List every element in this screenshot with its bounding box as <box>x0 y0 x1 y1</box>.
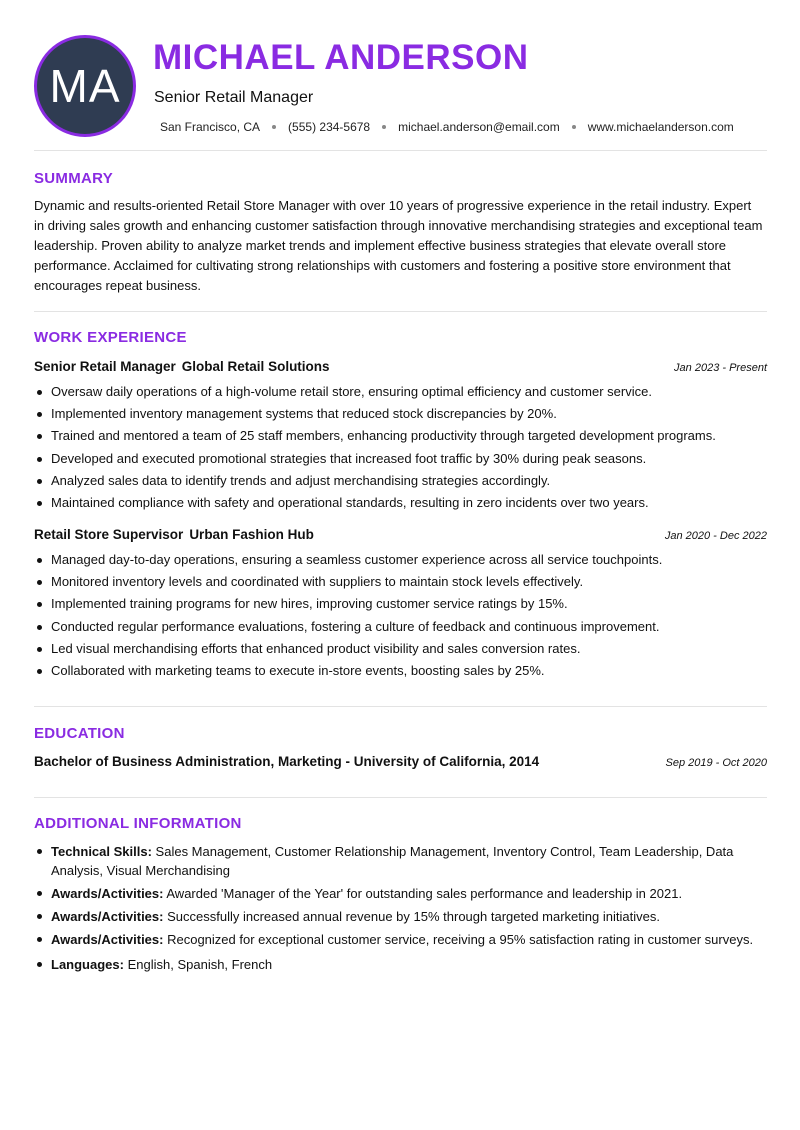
list-item: Led visual merchandising efforts that enhanced product visibility and sales conversion rates. <box>34 638 767 660</box>
list-item: Developed and executed promotional strategies that increased foot traffic by 30% during peak seasons. <box>34 448 767 470</box>
job-header <box>34 358 767 376</box>
list-item: Managed day-to-day operations, ensuring a seamless customer experience across all service touchpoints. <box>34 549 767 571</box>
education-dates: Sep 2019 - Oct 2020 <box>665 757 767 769</box>
job-header <box>34 526 767 544</box>
additional-info-list <box>34 842 767 978</box>
list-item: Maintained compliance with safety and operational standards, resulting in zero incidents over two years. <box>34 492 767 514</box>
item-text: Sales Management, Customer Relationship Management, Inventory Control, Team Leadership, Data Analysis, Visual Merchandising <box>51 844 734 878</box>
list-item <box>34 842 767 880</box>
job-bullets <box>34 381 767 514</box>
list-item: Collaborated with marketing teams to execute in-store events, boosting sales by 25%. <box>34 660 767 682</box>
section-divider <box>34 797 767 798</box>
item-label: Awards/Activities: <box>51 909 164 924</box>
item-text: Awarded 'Manager of the Year' for outstanding sales performance and leadership in 2021. <box>166 886 683 901</box>
contact-location: San Francisco, CA <box>160 120 261 134</box>
item-text: Successfully increased annual revenue by 15% through targeted marketing initiatives. <box>167 909 660 924</box>
job-bullets <box>34 549 767 682</box>
list-item <box>34 884 767 903</box>
list-item <box>34 907 767 926</box>
list-item: Implemented inventory management systems that reduced stock discrepancies by 20%. <box>34 403 767 425</box>
section-divider <box>34 706 767 707</box>
list-item: Trained and mentored a team of 25 staff members, enhancing productivity through targeted development programs. <box>34 425 767 447</box>
section-divider <box>34 150 767 151</box>
job-company: Global Retail Solutions <box>181 359 330 374</box>
job-company: Urban Fashion Hub <box>189 527 314 542</box>
education-degree: Bachelor of Business Administration, Marketing - University of California, 2014 <box>34 754 540 769</box>
contact-website: www.michaelanderson.com <box>587 120 734 134</box>
separator-dot <box>572 125 576 129</box>
job-dates: Jan 2023 - Present <box>674 362 767 374</box>
summary-text: Dynamic and results-oriented Retail Store Manager with over 10 years of progressive experience in the retail industry. Expert in driving sales growth and enhancing customer satisfaction through innovative merchandising strategies and exceptional team leadership. Proven ability to analyze market trends and implement effective business strategies that elevate overall store performance. Acclaimed for cultivating strong relationships with customers and fostering a positive store environment that encourages repeat business. <box>34 198 763 293</box>
item-text: English, Spanish, French <box>127 957 273 972</box>
work-experience-heading: WORK EXPERIENCE <box>34 329 187 346</box>
list-item: Analyzed sales data to identify trends and adjust merchandising strategies accordingly. <box>34 470 767 492</box>
additional-info-heading: ADDITIONAL INFORMATION <box>34 815 242 832</box>
item-text: Recognized for exceptional customer service, receiving a 95% satisfaction rating in customer surveys. <box>167 932 754 947</box>
list-item: Monitored inventory levels and coordinated with suppliers to maintain stock levels effectively. <box>34 571 767 593</box>
education-heading: EDUCATION <box>34 725 125 742</box>
list-item: Conducted regular performance evaluations, fostering a culture of feedback and continuous improvement. <box>34 616 767 638</box>
item-label: Technical Skills: <box>51 844 152 859</box>
item-label: Awards/Activities: <box>51 932 164 947</box>
summary-heading: SUMMARY <box>34 170 114 187</box>
section-divider <box>34 311 767 312</box>
separator-dot <box>382 125 386 129</box>
job-role-company <box>34 358 330 376</box>
avatar-initials: MA <box>49 60 121 112</box>
separator-dot <box>272 125 276 129</box>
job-dates: Jan 2020 - Dec 2022 <box>664 530 767 542</box>
item-label: Languages: <box>51 957 124 972</box>
education-entry <box>34 754 767 769</box>
list-item: Implemented training programs for new hires, improving customer service ratings by 15%. <box>34 593 767 615</box>
avatar <box>34 35 136 137</box>
job-role: Senior Retail Manager <box>34 359 176 374</box>
candidate-name: MICHAEL ANDERSON <box>153 38 529 77</box>
job-role-company <box>34 526 314 544</box>
job-title: Senior Retail Manager <box>154 89 314 106</box>
list-item <box>34 930 767 949</box>
item-label: Awards/Activities: <box>51 886 164 901</box>
contact-email: michael.anderson@email.com <box>398 120 560 134</box>
list-item <box>34 955 767 974</box>
job-role: Retail Store Supervisor <box>34 527 184 542</box>
contact-info <box>160 120 734 134</box>
contact-phone: (555) 234-5678 <box>288 120 371 134</box>
list-item: Oversaw daily operations of a high-volume retail store, ensuring optimal efficiency and customer service. <box>34 381 767 403</box>
